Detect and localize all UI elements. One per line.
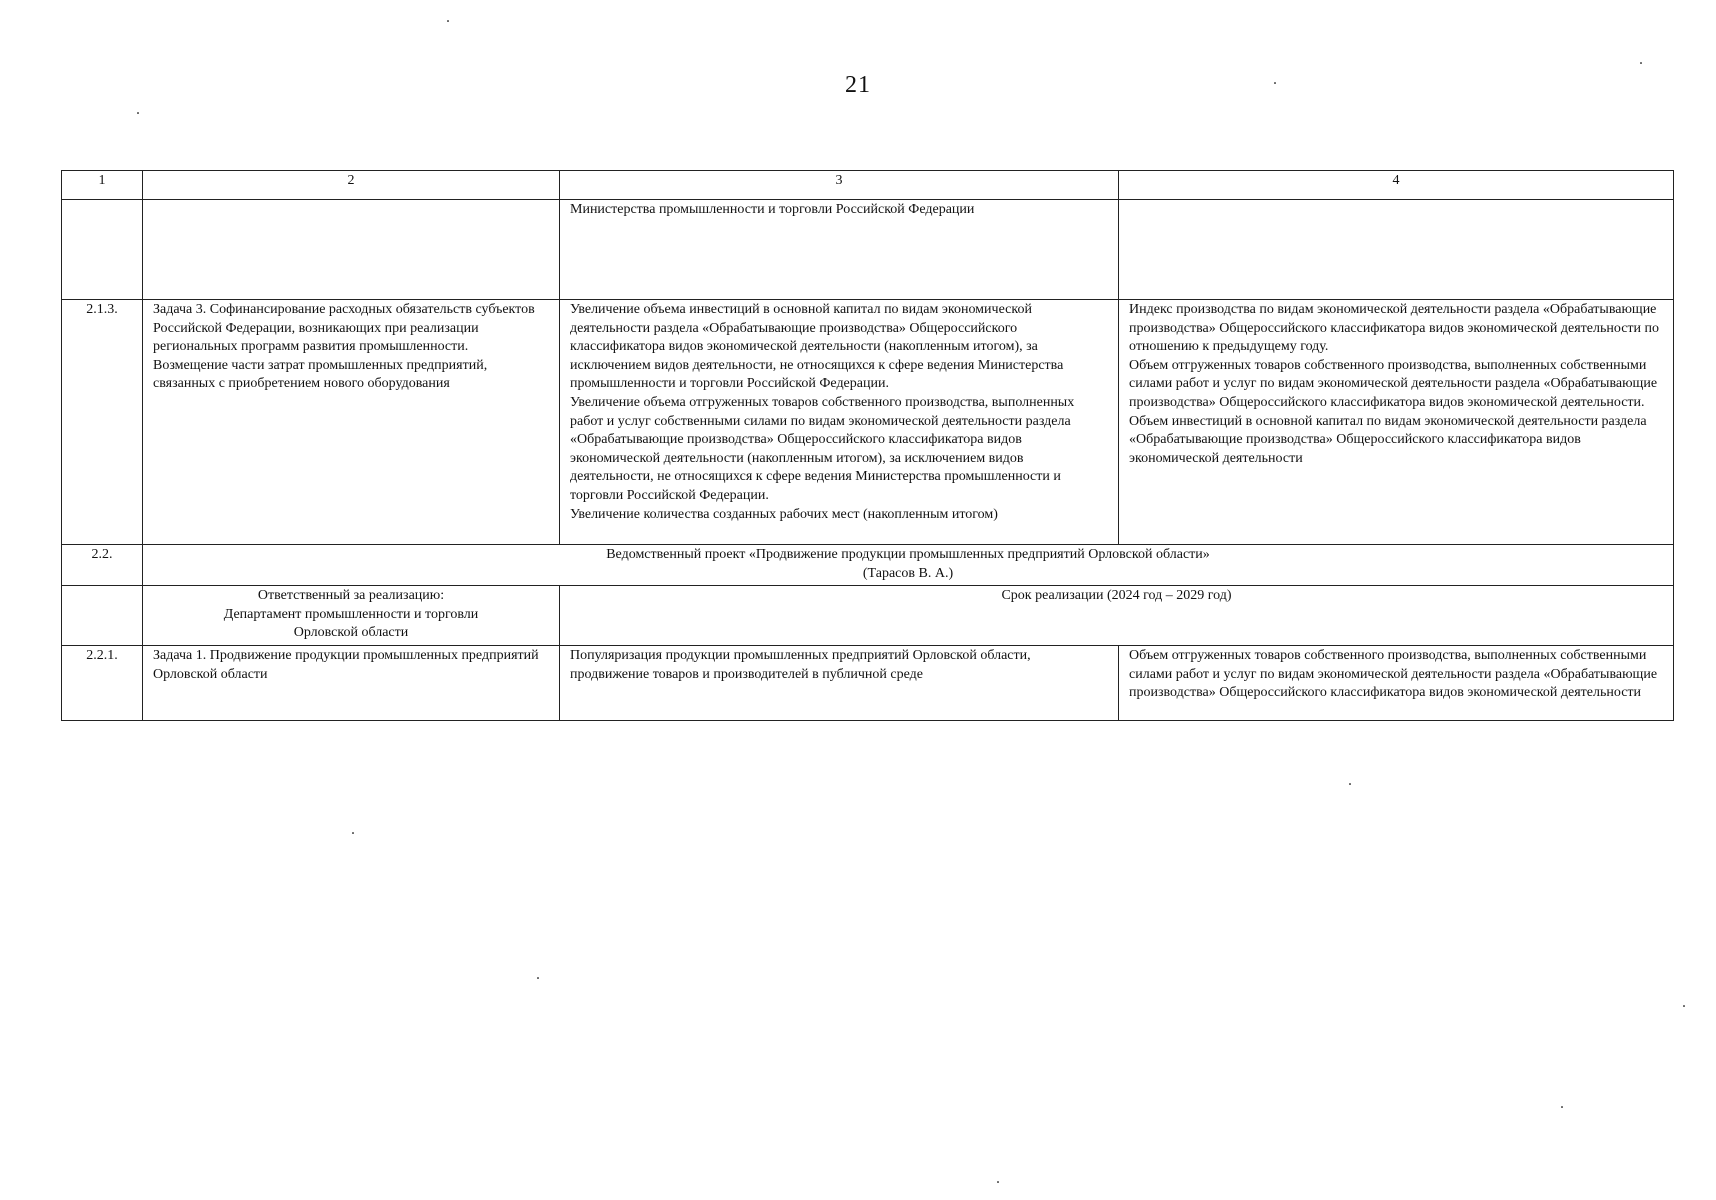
empty-cell <box>143 200 560 300</box>
result-text: Увеличение объема отгруженных товаров собственного производства, выполненных работ и услуг собственными силами по видам экономической деятельности раздела «Обрабатывающие производства» Общероссийского классификатора видов экономической деятельности (накопленным итогом), за исключением видов деятельности, не относящихся к сфере ведения Министерства промышленности и торговли Российской Федерации. <box>570 394 1075 503</box>
empty-cell <box>62 200 143 300</box>
results-cell <box>560 300 1119 545</box>
row-number: 2.2. <box>62 545 143 586</box>
column-number-2: 2 <box>143 171 560 200</box>
responsible-department: Департамент промышленности и торговли <box>223 606 479 622</box>
scan-speck <box>1640 62 1642 64</box>
responsible-row <box>62 586 1674 646</box>
continuation-row <box>62 200 1674 300</box>
project-heading-cell <box>143 545 1674 586</box>
indicators-cell <box>1119 300 1674 545</box>
scan-speck <box>352 832 354 834</box>
table-header-row <box>62 171 1674 200</box>
scan-speck <box>1683 1005 1685 1007</box>
project-title: Ведомственный проект «Продвижение продукции промышленных предприятий Орловской области» <box>606 547 1210 562</box>
task-text: Задача 1. Продвижение продукции промышленных предприятий Орловской области <box>143 645 560 720</box>
scan-speck <box>997 1181 999 1183</box>
row-number: 2.2.1. <box>62 645 143 720</box>
responsible-cell <box>143 586 560 646</box>
page-number: 21 <box>845 72 871 98</box>
result-text: Популяризация продукции промышленных предприятий Орловской области, продвижение товаров и производителей в публичной среде <box>560 645 1119 720</box>
column-number-3: 3 <box>560 171 1119 200</box>
row-number: 2.1.3. <box>62 300 143 545</box>
indicator-text: Объем инвестиций в основной капитал по видам экономической деятельности раздела «Обрабатывающие производства» Общероссийского классификатора видов экономической деятельности <box>1129 413 1647 466</box>
column-number-4: 4 <box>1119 171 1674 200</box>
empty-cell <box>62 586 143 646</box>
responsible-department: Орловской области <box>293 625 409 641</box>
scan-speck <box>447 20 449 22</box>
empty-cell <box>1119 200 1674 300</box>
scan-speck <box>1561 1106 1563 1108</box>
task-text: Задача 3. Софинансирование расходных обязательств субъектов Российской Федерации, возникающих при реализации региональных программ развития промышленности. <box>153 302 535 355</box>
task-text: Возмещение части затрат промышленных предприятий, связанных с приобретением нового оборудования <box>153 357 488 392</box>
result-text: Увеличение количества созданных рабочих мест (накопленным итогом) <box>570 506 998 522</box>
scan-speck <box>1349 783 1351 785</box>
result-text: Увеличение объема инвестиций в основной капитал по видам экономической деятельности раздела «Обрабатывающие производства» Общероссийского классификатора видов экономической деятельности (накопленным итогом), за исключением видов деятельности, не относящихся к сфере ведения Министерства промышленности и торговли Российской Федерации. <box>570 302 1064 392</box>
indicator-text: Объем отгруженных товаров собственного производства, выполненных собственными силами работ и услуг по видам экономической деятельности раздела «Обрабатывающие производства» Общероссийского классификатора видов экономической деятельности. <box>1129 357 1658 410</box>
continuation-text: Министерства промышленности и торговли Российской Федерации <box>560 200 1119 300</box>
project-lead: (Тарасов В. А.) <box>862 565 954 581</box>
program-structure-table <box>61 170 1674 721</box>
scan-speck <box>1274 82 1276 84</box>
scan-speck <box>537 977 539 979</box>
table-row-2-2-1 <box>62 645 1674 720</box>
indicator-text: Объем отгруженных товаров собственного производства, выполненных собственными силами работ и услуг по видам экономической деятельности раздела «Обрабатывающие производства» Общероссийского классификатора видов экономической деятельности <box>1119 645 1674 720</box>
task-cell <box>143 300 560 545</box>
indicator-text: Индекс производства по видам экономической деятельности раздела «Обрабатывающие производства» Общероссийского классификатора видов экономической деятельности по отношению к предыдущему году. <box>1129 302 1660 355</box>
scan-speck <box>137 112 139 114</box>
column-number-1: 1 <box>62 171 143 200</box>
implementation-term: Срок реализации (2024 год – 2029 год) <box>560 586 1674 646</box>
table-row-2-1-3 <box>62 300 1674 545</box>
responsible-label: Ответственный за реализацию: <box>257 588 445 604</box>
table-row-2-2 <box>62 545 1674 586</box>
